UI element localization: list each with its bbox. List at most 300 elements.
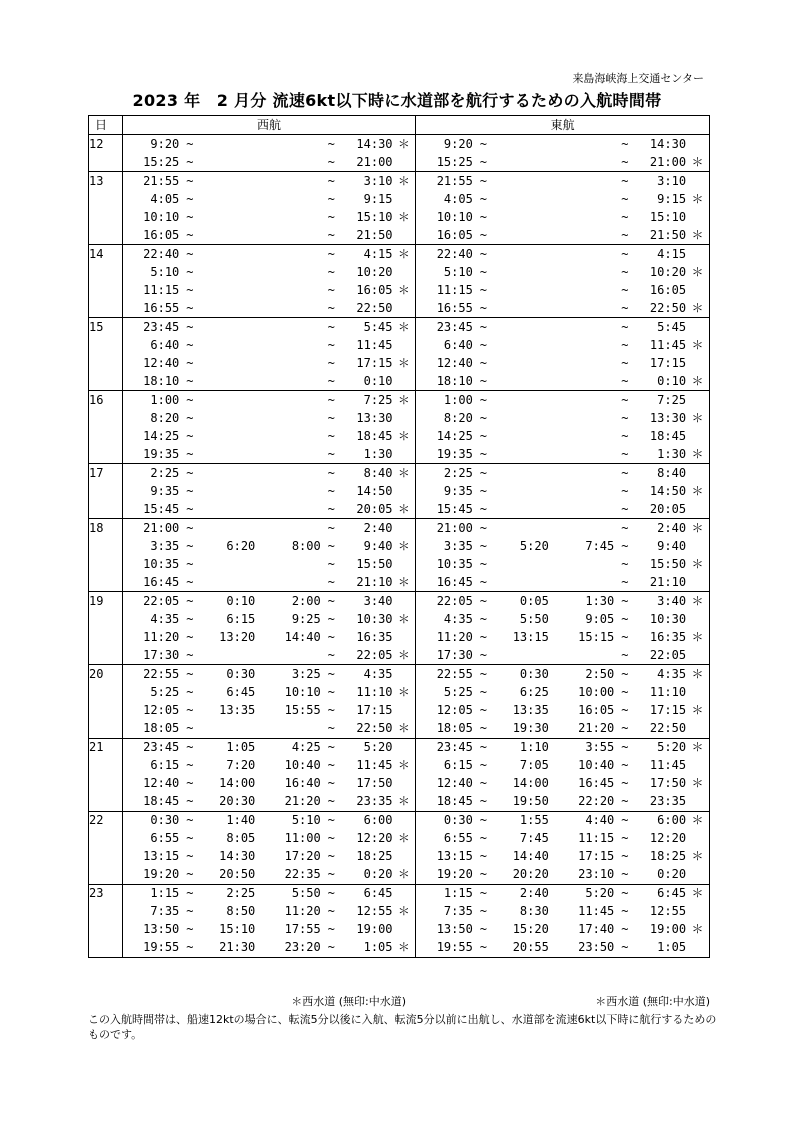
- east-west-channel-mark: [686, 903, 709, 921]
- east-slack-end-time: 20:55: [512, 940, 549, 955]
- west-tilde: ~: [321, 738, 342, 757]
- west-slack-start-time: [255, 500, 320, 519]
- east-tilde: ~: [621, 831, 629, 846]
- west-end-time: 1:05: [363, 940, 393, 955]
- west-slack-end-time: 8:50: [226, 904, 256, 919]
- west-west-channel-mark: [393, 409, 416, 427]
- table-row: [89, 720, 710, 739]
- east-end-time: 12:20: [649, 831, 687, 846]
- west-west-channel-mark: ＊: [393, 720, 416, 739]
- east-end-time: 4:15: [635, 245, 686, 264]
- table-row: [89, 245, 710, 264]
- east-slack-start-time: [549, 372, 614, 391]
- west-slack-start-time: [255, 573, 320, 592]
- west-tilde: ~: [186, 849, 194, 864]
- west-tilde: ~: [179, 738, 200, 757]
- west-west-channel-mark: [393, 445, 416, 464]
- west-west-channel-mark: ＊: [393, 793, 416, 812]
- table-row: [89, 610, 710, 628]
- east-end-time: 1:30: [657, 446, 687, 461]
- east-start-time: 18:10: [436, 373, 473, 388]
- west-tilde: ~: [327, 446, 335, 461]
- west-slack-start-time: [255, 135, 320, 154]
- west-tilde: ~: [186, 647, 194, 662]
- legend-west: ＊西水道 (無印:中水道): [291, 995, 406, 1008]
- day-cell: [89, 427, 123, 445]
- west-tilde: ~: [186, 355, 194, 370]
- east-start-time: 8:20: [443, 410, 473, 425]
- east-end-time: 17:15: [649, 703, 687, 717]
- west-start-time: 19:55: [143, 940, 180, 955]
- west-start-time: 12:40: [143, 355, 180, 370]
- west-start-time: 6:55: [150, 831, 180, 846]
- west-slack-start-time: [255, 226, 320, 245]
- east-tilde: ~: [479, 831, 487, 846]
- west-tilde: ~: [186, 282, 194, 297]
- east-west-channel-mark: [686, 866, 709, 885]
- east-slack-end-time: [494, 245, 549, 264]
- west-start-time: 10:10: [143, 209, 180, 224]
- east-slack-start-time: [549, 354, 614, 372]
- west-tilde: ~: [321, 665, 342, 684]
- east-west-channel-mark: ＊: [686, 738, 709, 757]
- east-tilde: ~: [614, 592, 635, 611]
- west-start-time: 23:45: [122, 738, 179, 757]
- east-end-time: 13:30: [649, 410, 687, 425]
- table-row: [89, 811, 710, 830]
- west-tilde: ~: [186, 264, 194, 279]
- table-row: [89, 299, 710, 318]
- east-end-time: 16:05: [649, 282, 687, 297]
- east-end-time: 21:10: [649, 574, 687, 589]
- west-end-time: 4:15: [342, 245, 393, 264]
- west-tilde: ~: [186, 574, 194, 589]
- west-slack-end-time: 7:20: [226, 758, 256, 773]
- east-tilde: ~: [479, 721, 487, 736]
- east-end-time: 7:25: [635, 391, 686, 410]
- east-tilde: ~: [479, 209, 487, 224]
- east-west-channel-mark: [686, 391, 709, 410]
- east-end-time: 8:40: [635, 464, 686, 483]
- table-row: [89, 500, 710, 519]
- west-start-time: 16:45: [143, 574, 180, 589]
- east-start-time: 22:05: [416, 592, 473, 611]
- table-row: [89, 555, 710, 573]
- east-tilde: ~: [621, 264, 629, 279]
- east-tilde: ~: [614, 519, 635, 538]
- east-tilde: ~: [479, 355, 487, 370]
- east-tilde: ~: [479, 337, 487, 352]
- west-slack-start-time: 14:40: [284, 629, 321, 644]
- west-west-channel-mark: [393, 775, 416, 793]
- west-tilde: ~: [179, 318, 200, 337]
- west-slack-end-time: [200, 299, 255, 318]
- west-west-channel-mark: ＊: [393, 610, 416, 628]
- west-tilde: ~: [179, 245, 200, 264]
- west-slack-end-time: [200, 555, 255, 573]
- west-slack-start-time: 11:00: [284, 831, 321, 846]
- west-slack-end-time: [200, 172, 255, 191]
- east-tilde: ~: [621, 758, 629, 773]
- day-cell: [89, 336, 123, 354]
- east-tilde: ~: [473, 464, 494, 483]
- east-tilde: ~: [621, 703, 629, 717]
- east-slack-start-time: 22:20: [578, 794, 615, 809]
- east-tilde: ~: [473, 884, 494, 903]
- west-end-time: 15:10: [356, 209, 393, 224]
- day-cell: [89, 537, 123, 555]
- east-slack-end-time: 13:35: [512, 703, 549, 717]
- west-start-time: 16:55: [143, 300, 180, 315]
- east-west-channel-mark: [686, 464, 709, 483]
- day-cell: 12: [89, 135, 123, 154]
- east-slack-end-time: 19:50: [512, 794, 549, 809]
- east-slack-start-time: 10:40: [578, 758, 615, 773]
- day-cell: [89, 500, 123, 519]
- west-start-time: 1:15: [122, 884, 179, 903]
- table-row: [89, 464, 710, 483]
- table-row: [89, 757, 710, 775]
- column-header-day: 日: [89, 116, 123, 135]
- west-tilde: ~: [186, 611, 194, 626]
- west-tilde: ~: [327, 849, 335, 864]
- east-end-time: 19:00: [649, 922, 687, 937]
- east-west-channel-mark: [686, 757, 709, 775]
- east-start-time: 16:05: [436, 227, 473, 242]
- east-slack-start-time: 11:45: [578, 904, 615, 919]
- day-cell: [89, 903, 123, 921]
- east-slack-start-time: [549, 519, 614, 538]
- west-west-channel-mark: [393, 628, 416, 646]
- east-tilde: ~: [479, 300, 487, 315]
- east-west-channel-mark: [686, 500, 709, 519]
- east-west-channel-mark: [686, 354, 709, 372]
- west-west-channel-mark: ＊: [393, 172, 416, 191]
- west-end-time: 22:50: [356, 300, 393, 315]
- east-tilde: ~: [473, 318, 494, 337]
- west-end-time: 11:10: [356, 684, 393, 699]
- east-slack-end-time: [494, 318, 549, 337]
- east-end-time: 15:50: [649, 556, 687, 571]
- west-slack-end-time: [200, 427, 255, 445]
- west-tilde: ~: [321, 245, 342, 264]
- west-slack-end-time: [200, 391, 255, 410]
- west-tilde: ~: [327, 282, 335, 297]
- west-slack-end-time: 6:15: [226, 611, 256, 626]
- east-slack-end-time: 7:05: [519, 758, 549, 773]
- table-row: [89, 665, 710, 684]
- east-slack-end-time: [494, 135, 549, 154]
- east-west-channel-mark: [686, 281, 709, 299]
- west-slack-end-time: 0:10: [200, 592, 255, 611]
- west-slack-start-time: [255, 263, 320, 281]
- day-cell: [89, 482, 123, 500]
- west-west-channel-mark: [393, 884, 416, 903]
- west-slack-start-time: 5:10: [255, 811, 320, 830]
- east-slack-start-time: 9:05: [585, 611, 615, 626]
- east-tilde: ~: [621, 227, 629, 242]
- west-end-time: 0:20: [363, 867, 393, 882]
- west-end-time: 22:50: [356, 721, 393, 736]
- east-tilde: ~: [473, 592, 494, 611]
- east-end-time: 21:50: [649, 227, 687, 242]
- west-slack-start-time: [255, 555, 320, 573]
- east-slack-end-time: [494, 153, 549, 172]
- east-start-time: 12:05: [436, 703, 473, 717]
- west-slack-start-time: 17:55: [284, 922, 321, 937]
- east-start-time: 22:40: [416, 245, 473, 264]
- west-tilde: ~: [327, 794, 335, 809]
- table-row: [89, 172, 710, 191]
- east-west-channel-mark: [686, 537, 709, 555]
- east-slack-start-time: 10:00: [578, 684, 615, 699]
- west-tilde: ~: [327, 227, 335, 242]
- east-slack-start-time: 5:20: [549, 884, 614, 903]
- east-tilde: ~: [479, 191, 487, 206]
- west-west-channel-mark: ＊: [393, 537, 416, 555]
- table-row: [89, 775, 710, 793]
- west-tilde: ~: [327, 373, 335, 388]
- east-tilde: ~: [614, 738, 635, 757]
- west-start-time: 11:15: [143, 282, 180, 297]
- east-slack-end-time: 19:30: [512, 721, 549, 736]
- west-tilde: ~: [186, 337, 194, 352]
- east-slack-end-time: [494, 336, 549, 354]
- west-end-time: 21:50: [356, 227, 393, 242]
- east-tilde: ~: [479, 538, 487, 553]
- west-start-time: 23:45: [122, 318, 179, 337]
- east-west-channel-mark: ＊: [691, 776, 704, 791]
- table-row: [89, 830, 710, 848]
- east-tilde: ~: [621, 647, 629, 662]
- east-slack-start-time: [549, 190, 614, 208]
- east-end-time: 2:40: [635, 519, 686, 538]
- east-slack-end-time: 15:20: [512, 922, 549, 937]
- west-tilde: ~: [327, 209, 335, 224]
- west-start-time: 7:35: [150, 904, 180, 919]
- east-start-time: 11:20: [436, 629, 473, 644]
- west-west-channel-mark: ＊: [393, 208, 416, 226]
- east-tilde: ~: [621, 556, 629, 571]
- west-tilde: ~: [186, 300, 194, 315]
- east-tilde: ~: [621, 410, 629, 425]
- west-slack-end-time: 8:05: [226, 831, 256, 846]
- east-slack-end-time: [494, 464, 549, 483]
- east-start-time: 13:50: [436, 922, 473, 937]
- table-row: [89, 537, 710, 555]
- east-slack-start-time: [549, 263, 614, 281]
- west-west-channel-mark: [393, 336, 416, 354]
- east-west-channel-mark: [686, 318, 709, 337]
- west-slack-end-time: 14:00: [219, 776, 256, 791]
- day-cell: 15: [89, 318, 123, 337]
- east-start-time: 5:10: [443, 264, 473, 279]
- west-tilde: ~: [327, 538, 335, 553]
- west-tilde: ~: [327, 867, 335, 882]
- west-end-time: 20:05: [356, 501, 393, 516]
- west-west-channel-mark: ＊: [393, 903, 416, 921]
- east-end-time: 22:05: [649, 647, 687, 662]
- east-west-channel-mark: [686, 610, 709, 628]
- east-tilde: ~: [614, 464, 635, 483]
- east-tilde: ~: [479, 428, 487, 443]
- west-tilde: ~: [327, 904, 335, 919]
- east-west-channel-mark: ＊: [686, 519, 709, 538]
- east-slack-end-time: [494, 445, 549, 464]
- legend-east: ＊西水道 (無印:中水道): [595, 995, 710, 1008]
- east-tilde: ~: [479, 647, 487, 662]
- west-end-time: 8:40: [342, 464, 393, 483]
- east-tilde: ~: [621, 867, 629, 882]
- east-slack-end-time: [494, 281, 549, 299]
- east-west-channel-mark: ＊: [691, 849, 704, 864]
- east-end-time: 15:10: [649, 209, 687, 224]
- east-tilde: ~: [621, 501, 629, 516]
- west-start-time: 9:20: [122, 135, 179, 154]
- west-slack-start-time: [255, 190, 320, 208]
- west-slack-start-time: 10:10: [284, 684, 321, 699]
- east-end-time: 11:45: [649, 758, 687, 773]
- column-header-east: 東航: [416, 116, 710, 135]
- west-tilde: ~: [327, 574, 335, 589]
- west-tilde: ~: [179, 665, 200, 684]
- east-slack-start-time: [549, 573, 614, 592]
- east-end-time: 5:20: [635, 738, 686, 757]
- day-cell: [89, 720, 123, 739]
- page-title: 2023 年 2 月分 流速6kt以下時に水道部を航行するための入航時間帯: [132, 91, 662, 110]
- east-slack-start-time: [549, 445, 614, 464]
- west-tilde: ~: [327, 940, 335, 955]
- east-tilde: ~: [479, 794, 487, 809]
- west-end-time: 17:50: [356, 776, 393, 791]
- east-tilde: ~: [621, 483, 629, 498]
- west-end-time: 18:45: [356, 428, 393, 443]
- west-west-channel-mark: ＊: [393, 391, 416, 410]
- west-slack-end-time: [200, 190, 255, 208]
- east-start-time: 17:30: [436, 647, 473, 662]
- day-cell: 16: [89, 391, 123, 410]
- east-start-time: 2:25: [416, 464, 473, 483]
- west-tilde: ~: [186, 922, 194, 937]
- east-start-time: 21:55: [416, 172, 473, 191]
- east-tilde: ~: [621, 154, 629, 169]
- west-west-channel-mark: ＊: [393, 281, 416, 299]
- west-slack-end-time: [200, 573, 255, 592]
- east-slack-end-time: [494, 263, 549, 281]
- east-slack-end-time: 1:55: [494, 811, 549, 830]
- west-end-time: 11:45: [356, 337, 393, 352]
- west-slack-end-time: [200, 500, 255, 519]
- east-start-time: 0:30: [416, 811, 473, 830]
- west-tilde: ~: [327, 337, 335, 352]
- east-west-channel-mark: [686, 172, 709, 191]
- west-start-time: 18:05: [143, 721, 180, 736]
- west-tilde: ~: [327, 647, 335, 662]
- east-tilde: ~: [621, 191, 629, 206]
- east-end-time: 17:50: [649, 776, 687, 791]
- west-end-time: 17:15: [356, 355, 393, 370]
- east-slack-end-time: [494, 519, 549, 538]
- west-slack-end-time: 1:05: [200, 738, 255, 757]
- west-tilde: ~: [186, 629, 194, 644]
- east-slack-start-time: [549, 646, 614, 665]
- east-west-channel-mark: ＊: [686, 811, 709, 830]
- east-tilde: ~: [479, 776, 487, 791]
- west-west-channel-mark: ＊: [393, 500, 416, 519]
- east-start-time: 6:15: [443, 758, 473, 773]
- east-tilde: ~: [479, 574, 487, 589]
- day-cell: [89, 153, 123, 172]
- east-west-channel-mark: [686, 573, 709, 592]
- west-end-time: 15:50: [356, 556, 393, 571]
- west-tilde: ~: [327, 831, 335, 846]
- west-slack-end-time: [200, 263, 255, 281]
- west-slack-end-time: [200, 281, 255, 299]
- day-cell: [89, 939, 123, 958]
- west-tilde: ~: [327, 629, 335, 644]
- west-start-time: 18:45: [143, 794, 180, 809]
- east-tilde: ~: [479, 373, 487, 388]
- east-start-time: 18:45: [436, 794, 473, 809]
- east-start-time: 23:45: [416, 738, 473, 757]
- west-tilde: ~: [186, 227, 194, 242]
- day-cell: [89, 646, 123, 665]
- east-slack-end-time: 5:20: [519, 538, 549, 553]
- west-tilde: ~: [179, 391, 200, 410]
- day-cell: 23: [89, 884, 123, 903]
- west-start-time: 11:20: [143, 629, 180, 644]
- east-start-time: 19:55: [436, 940, 473, 955]
- west-slack-start-time: [255, 299, 320, 318]
- west-slack-end-time: [200, 245, 255, 264]
- west-end-time: 7:25: [342, 391, 393, 410]
- east-slack-start-time: 21:20: [578, 721, 615, 736]
- east-slack-start-time: 7:45: [585, 538, 615, 553]
- west-slack-end-time: [200, 318, 255, 337]
- west-slack-end-time: [200, 153, 255, 172]
- east-tilde: ~: [621, 684, 629, 699]
- day-cell: [89, 372, 123, 391]
- east-tilde: ~: [479, 446, 487, 461]
- west-end-time: 14:50: [356, 483, 393, 498]
- west-slack-start-time: [255, 391, 320, 410]
- east-end-time: 22:50: [649, 300, 687, 315]
- column-header-west: 西航: [122, 116, 416, 135]
- west-slack-end-time: 20:30: [219, 794, 256, 809]
- east-slack-start-time: [549, 172, 614, 191]
- east-slack-start-time: 17:40: [578, 922, 615, 937]
- west-tilde: ~: [186, 831, 194, 846]
- east-tilde: ~: [621, 721, 629, 736]
- east-slack-start-time: [549, 555, 614, 573]
- day-cell: 22: [89, 811, 123, 830]
- east-slack-end-time: 14:40: [512, 849, 549, 864]
- east-tilde: ~: [479, 867, 487, 882]
- west-slack-start-time: [255, 646, 320, 665]
- west-tilde: ~: [186, 867, 194, 882]
- west-end-time: 17:15: [356, 703, 393, 717]
- west-slack-end-time: 1:40: [200, 811, 255, 830]
- east-slack-end-time: [494, 482, 549, 500]
- table-row: [89, 190, 710, 208]
- west-tilde: ~: [179, 519, 200, 538]
- west-tilde: ~: [327, 611, 335, 626]
- east-start-time: 12:40: [436, 355, 473, 370]
- west-end-time: 16:05: [356, 282, 393, 297]
- west-tilde: ~: [186, 428, 194, 443]
- table-row: [89, 903, 710, 921]
- east-end-time: 23:35: [649, 794, 687, 809]
